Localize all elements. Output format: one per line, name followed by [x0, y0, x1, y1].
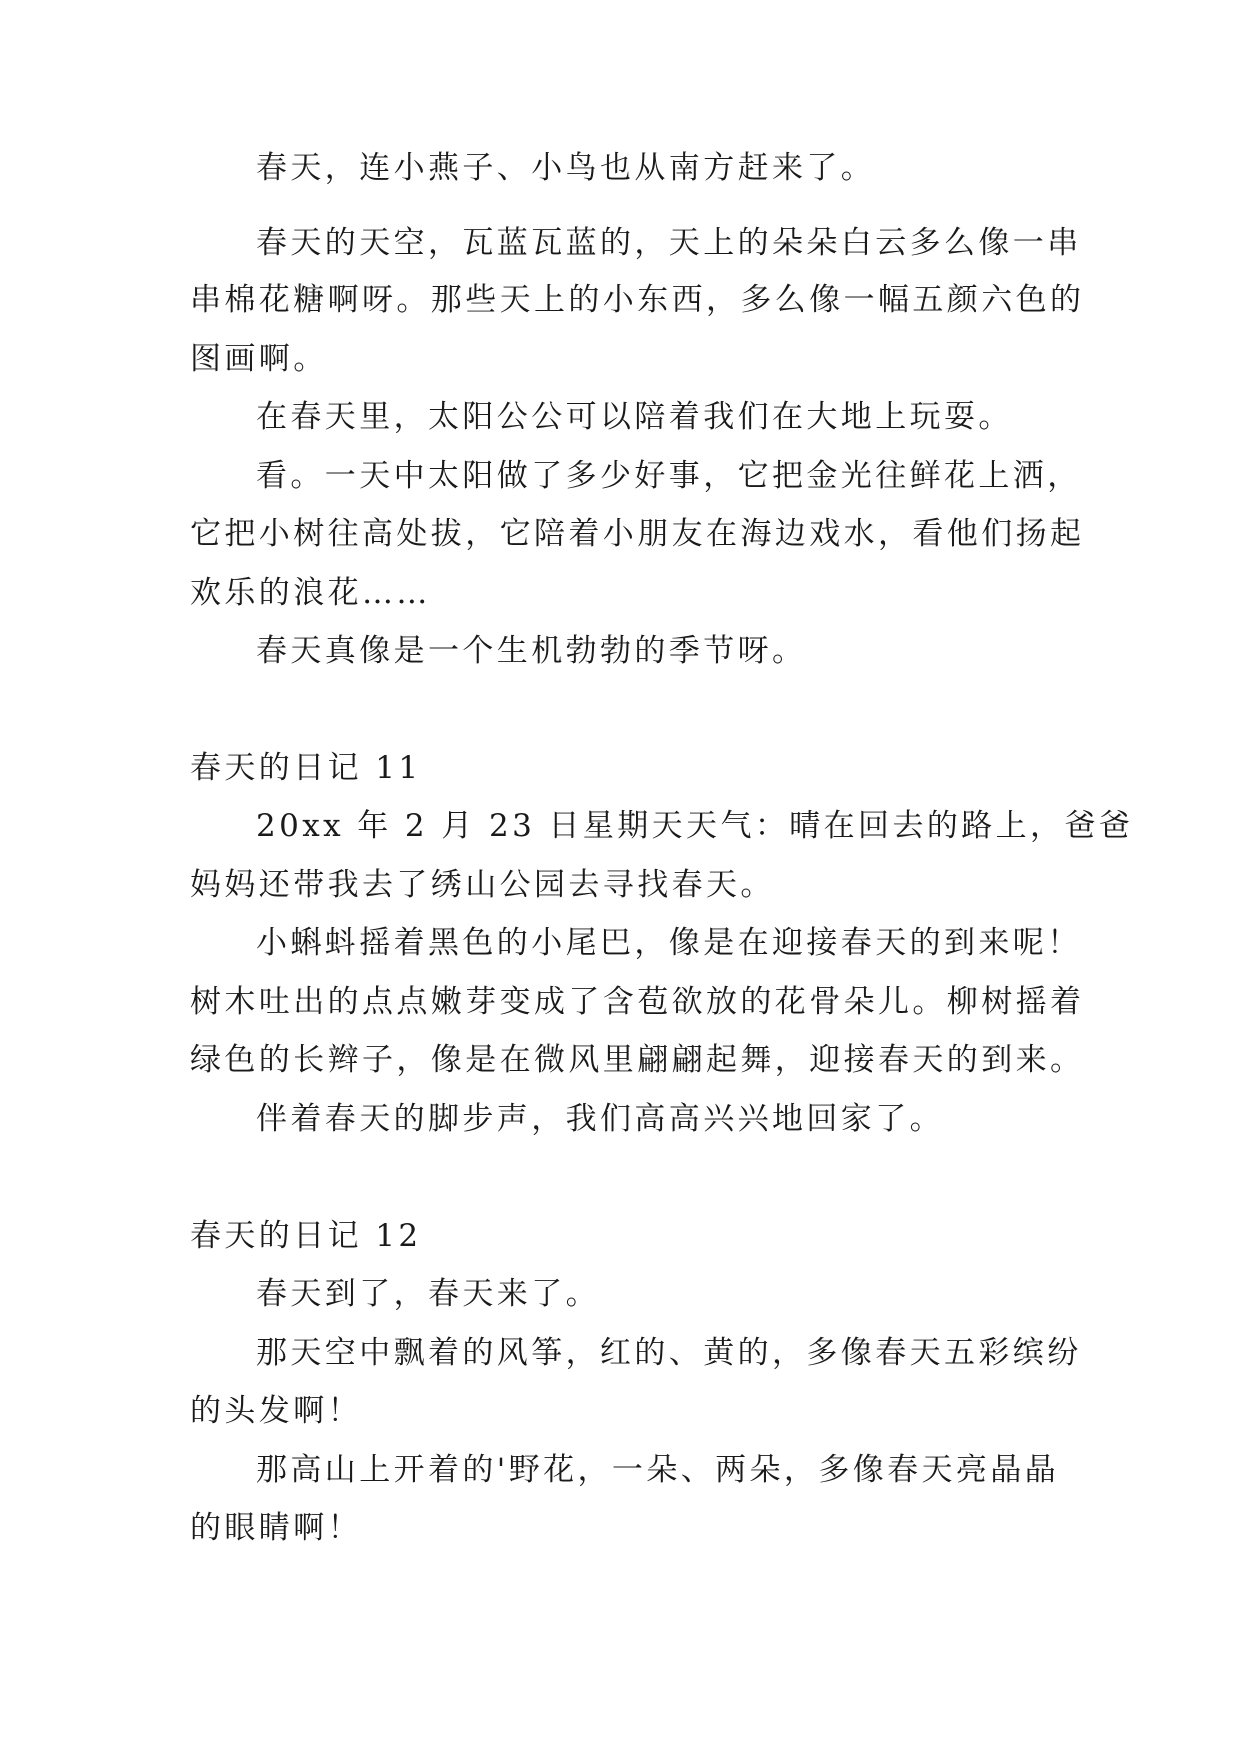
paragraph-line: 春天的天空，瓦蓝瓦蓝的，天上的朵朵白云多么像一串 [256, 225, 1082, 261]
paragraph-line: 串棉花糖啊呀。那些天上的小东西，多么像一幅五颜六色的 [190, 282, 1085, 318]
paragraph-line: 它把小树往高处拔，它陪着小朋友在海边戏水，看他们扬起 [190, 516, 1085, 552]
paragraph-line: 20xx 年 2 月 23 日星期天天气：晴在回去的路上，爸爸 [256, 808, 1134, 844]
section-heading: 春天的日记 11 [190, 750, 422, 786]
paragraph-line: 看。一天中太阳做了多少好事，它把金光往鲜花上洒， [256, 458, 1082, 494]
paragraph-line: 欢乐的浪花…… [190, 575, 431, 611]
paragraph-line: 春天真像是一个生机勃勃的季节呀。 [256, 633, 807, 669]
paragraph-line: 在春天里，太阳公公可以陪着我们在大地上玩耍。 [256, 399, 1013, 435]
paragraph-line: 妈妈还带我去了绣山公园去寻找春天。 [190, 867, 775, 903]
paragraph-line: 春天，连小燕子、小鸟也从南方赶来了。 [256, 150, 876, 186]
paragraph-line: 树木吐出的点点嫩芽变成了含苞欲放的花骨朵儿。柳树摇着 [190, 984, 1085, 1020]
section-heading: 春天的日记 12 [190, 1218, 422, 1254]
paragraph-line: 小蝌蚪摇着黑色的小尾巴，像是在迎接春天的到来呢！ [256, 925, 1082, 961]
paragraph-line: 春天到了，春天来了。 [256, 1276, 600, 1312]
paragraph-line: 那天空中飘着的风筝，红的、黄的，多像春天五彩缤纷 [256, 1335, 1082, 1371]
paragraph-line: 图画啊。 [190, 341, 328, 377]
paragraph-line: 伴着春天的脚步声，我们高高兴兴地回家了。 [256, 1101, 944, 1137]
paragraph-line: 的头发啊！ [190, 1393, 362, 1429]
paragraph-line: 那高山上开着的'野花，一朵、两朵，多像春天亮晶晶 [256, 1452, 1060, 1488]
paragraph-line: 的眼睛啊！ [190, 1510, 362, 1546]
paragraph-line: 绿色的长辫子，像是在微风里翩翩起舞，迎接春天的到来。 [190, 1042, 1085, 1078]
